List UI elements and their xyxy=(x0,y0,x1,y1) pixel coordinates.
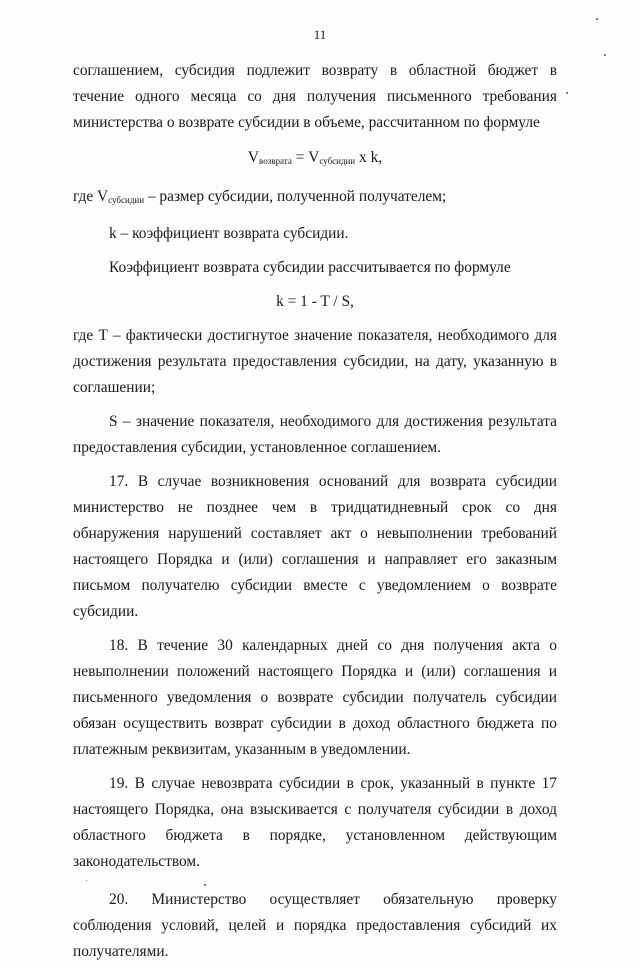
paragraph-20: 20. Министерство осуществляет обязательную проверку соблюдения условий, целей и порядка предоставления субсидий их получателями. xyxy=(73,891,557,960)
scan-speck xyxy=(596,18,598,20)
formula-return-amount xyxy=(73,145,557,174)
paragraph-s-definition: S – значение показателя, необходимого для достижения результата предоставления субсидии, установленное соглашением. xyxy=(73,413,557,456)
paragraph-17: 17. В случае возникновения оснований для возврата субсидии министерство не позднее чем в тридцатидневный срок со дня обнаружения нарушений составляет акт о невыполнении требований настоящего Порядка и (или) соглашения и направляет его заказным письмом получателю субсидии вместе с уведомлением о возврате субсидии. xyxy=(73,473,557,620)
paragraph-19: 19. В случае невозврата субсидии в срок, указанный в пункте 17 настоящего Порядка, она взыскивается с получателя субсидии в доход областного бюджета в порядке, установленном действующим законодательством. xyxy=(73,775,557,870)
paragraph-return-deadline: соглашением, субсидия подлежит возврату в областной бюджет в течение одного месяца со дня получения письменного требования министерства о возврате субсидии в объеме, рассчитанном по формуле xyxy=(73,62,557,131)
definition-prefix: где V xyxy=(73,188,109,205)
page-number: 11 xyxy=(313,27,327,42)
paragraph-coefficient-intro: Коэффициент возврата субсидии рассчитывается по формуле xyxy=(109,259,511,276)
formula-subscript: субсидии xyxy=(319,156,356,166)
definition-subscript: субсидии xyxy=(108,195,145,205)
paragraph-v-definition xyxy=(73,184,557,213)
formula-subscript: возврата xyxy=(259,156,292,166)
scan-speck xyxy=(86,880,87,881)
definition-text: – размер субсидии, полученной получателем; xyxy=(144,188,447,205)
paragraph-t-definition: где T – фактически достигнутое значение показателя, необходимого для достижения результата предоставления субсидии, на дату, указанную в соглашении; xyxy=(73,327,557,396)
paragraph-18: 18. В течение 30 календарных дней со дня получения акта о невыполнении положений настоящего Порядка и (или) соглашения и письменного уведомления о возврате субсидии получатель субсидии обязан осуществить возврат субсидии в доход областного бюджета по платежным реквизитам, указанным в уведомлении. xyxy=(73,637,557,758)
document-body xyxy=(73,58,557,965)
paragraph-k-definition: k – коэффициент возврата субсидии. xyxy=(109,225,349,242)
scan-speck xyxy=(204,884,206,886)
formula-equals: = V xyxy=(291,149,320,166)
scan-speck xyxy=(566,92,568,94)
formula-variable: V xyxy=(247,149,260,166)
scan-speck xyxy=(604,54,606,56)
formula-coefficient: k = 1 - T / S, xyxy=(276,293,354,310)
formula-tail: x k, xyxy=(355,149,383,166)
